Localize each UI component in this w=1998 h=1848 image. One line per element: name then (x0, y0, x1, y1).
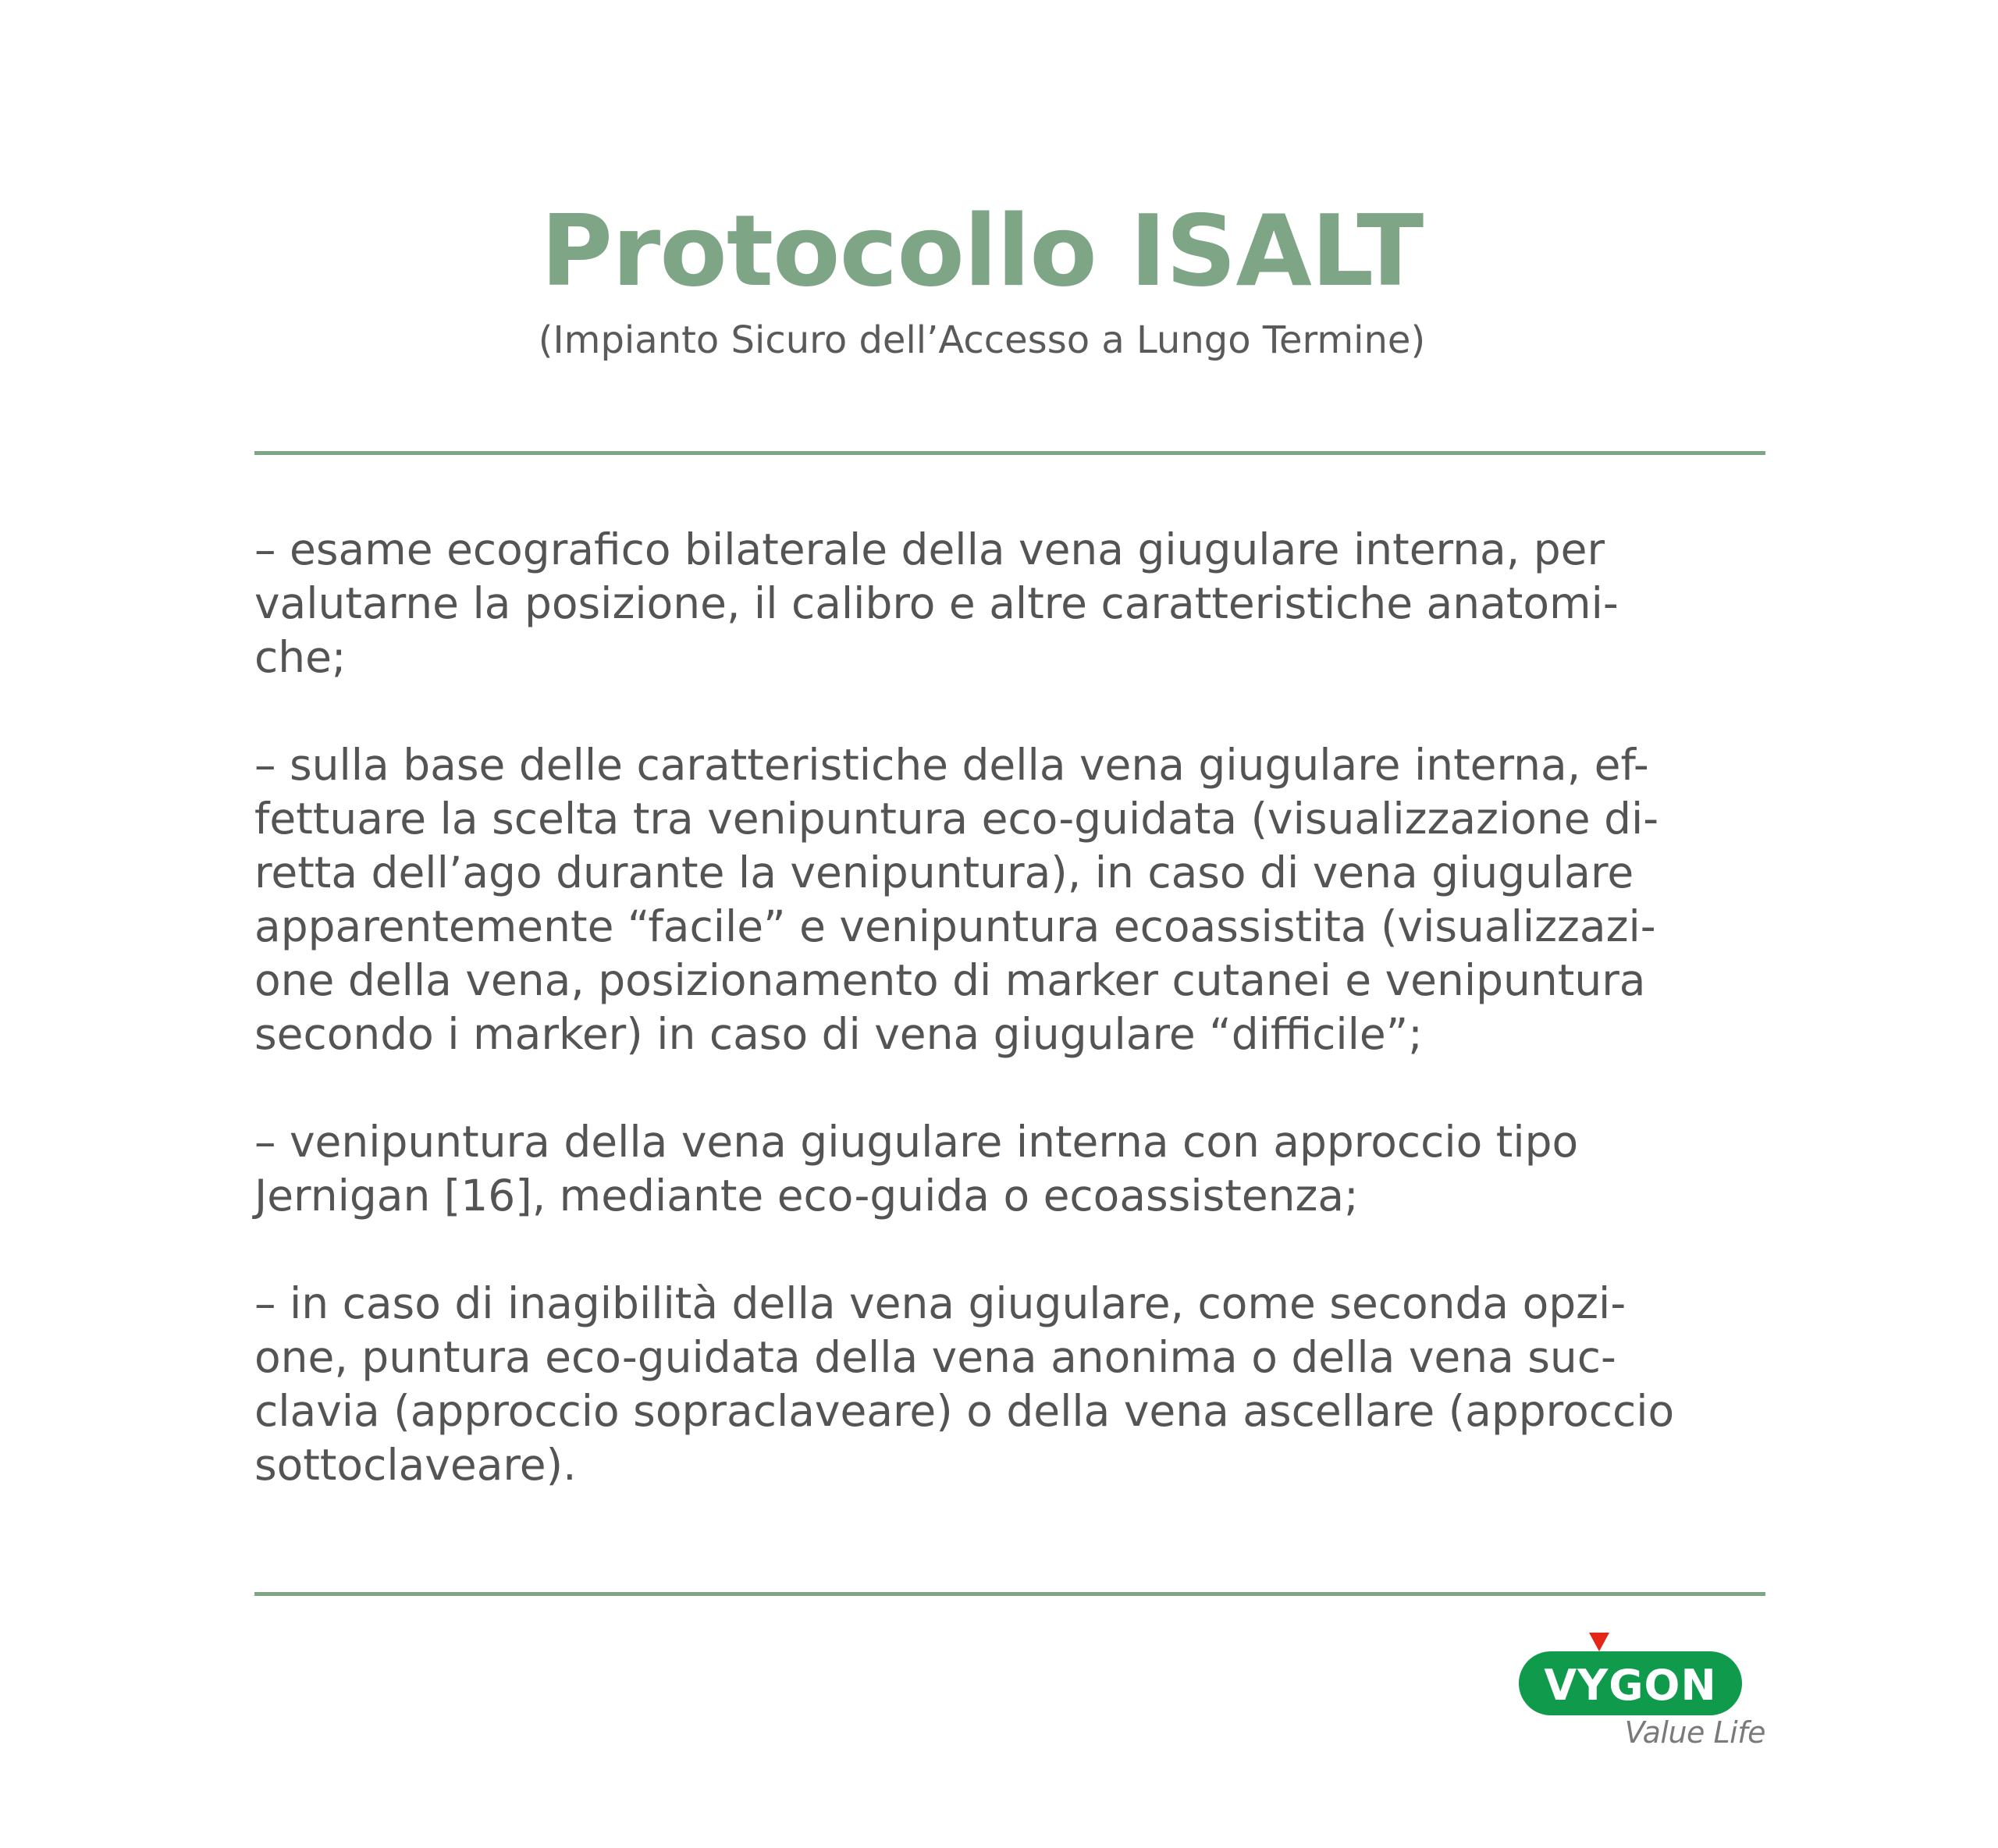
protocol-step-1 (254, 523, 1800, 684)
protocol-body (254, 523, 1800, 1546)
text-line: – esame ecografico bilaterale della vena giugulare interna, per (254, 524, 1605, 574)
protocol-step-2 (254, 738, 1800, 1061)
text-line: secondo i marker) in caso di vena giugulare “difficile”; (254, 1009, 1423, 1059)
text-line: – in caso di inagibilità della vena giugulare, come seconda opzi- (254, 1278, 1626, 1328)
bottom-divider (254, 1592, 1765, 1596)
protocol-step-4 (254, 1277, 1800, 1492)
text-line: – sulla base delle caratteristiche della vena giugulare interna, ef- (254, 740, 1649, 790)
text-line: che; (254, 632, 347, 682)
logo-triangle-icon (1589, 1633, 1609, 1651)
page-subtitle: (Impianto Sicuro dell’Accesso a Lungo Termine) (538, 318, 1426, 362)
text-line: Jernigan [16], mediante eco-guida o ecoassistenza; (254, 1171, 1359, 1221)
text-line: one, puntura eco-guidata della vena anonima o della vena suc- (254, 1332, 1616, 1382)
text-line: clavia (approccio sopraclaveare) o della vena ascellare (approccio (254, 1386, 1675, 1436)
text-line: fettuare la scelta tra venipuntura eco-guidata (visualizzazione di- (254, 794, 1659, 844)
top-divider (254, 451, 1765, 455)
logo-wordmark: VYGON (1544, 1661, 1717, 1710)
logo-tagline: Value Life (1624, 1715, 1765, 1750)
text-line: retta dell’ago durante la venipuntura), in caso di vena giugulare (254, 848, 1634, 897)
text-line: – venipuntura della vena giugulare interna con approccio tipo (254, 1117, 1579, 1167)
text-line: apparentemente “facile” e venipuntura ecoassistita (visualizzazi- (254, 901, 1656, 951)
text-line: sottoclaveare). (254, 1440, 577, 1490)
protocol-step-3 (254, 1115, 1800, 1223)
page-title: Protocollo ISALT (540, 194, 1424, 308)
text-line: one della vena, posizionamento di marker cutanei e venipuntura (254, 955, 1646, 1005)
text-line: valutarne la posizione, il calibro e altre caratteristiche anatomi- (254, 578, 1619, 628)
